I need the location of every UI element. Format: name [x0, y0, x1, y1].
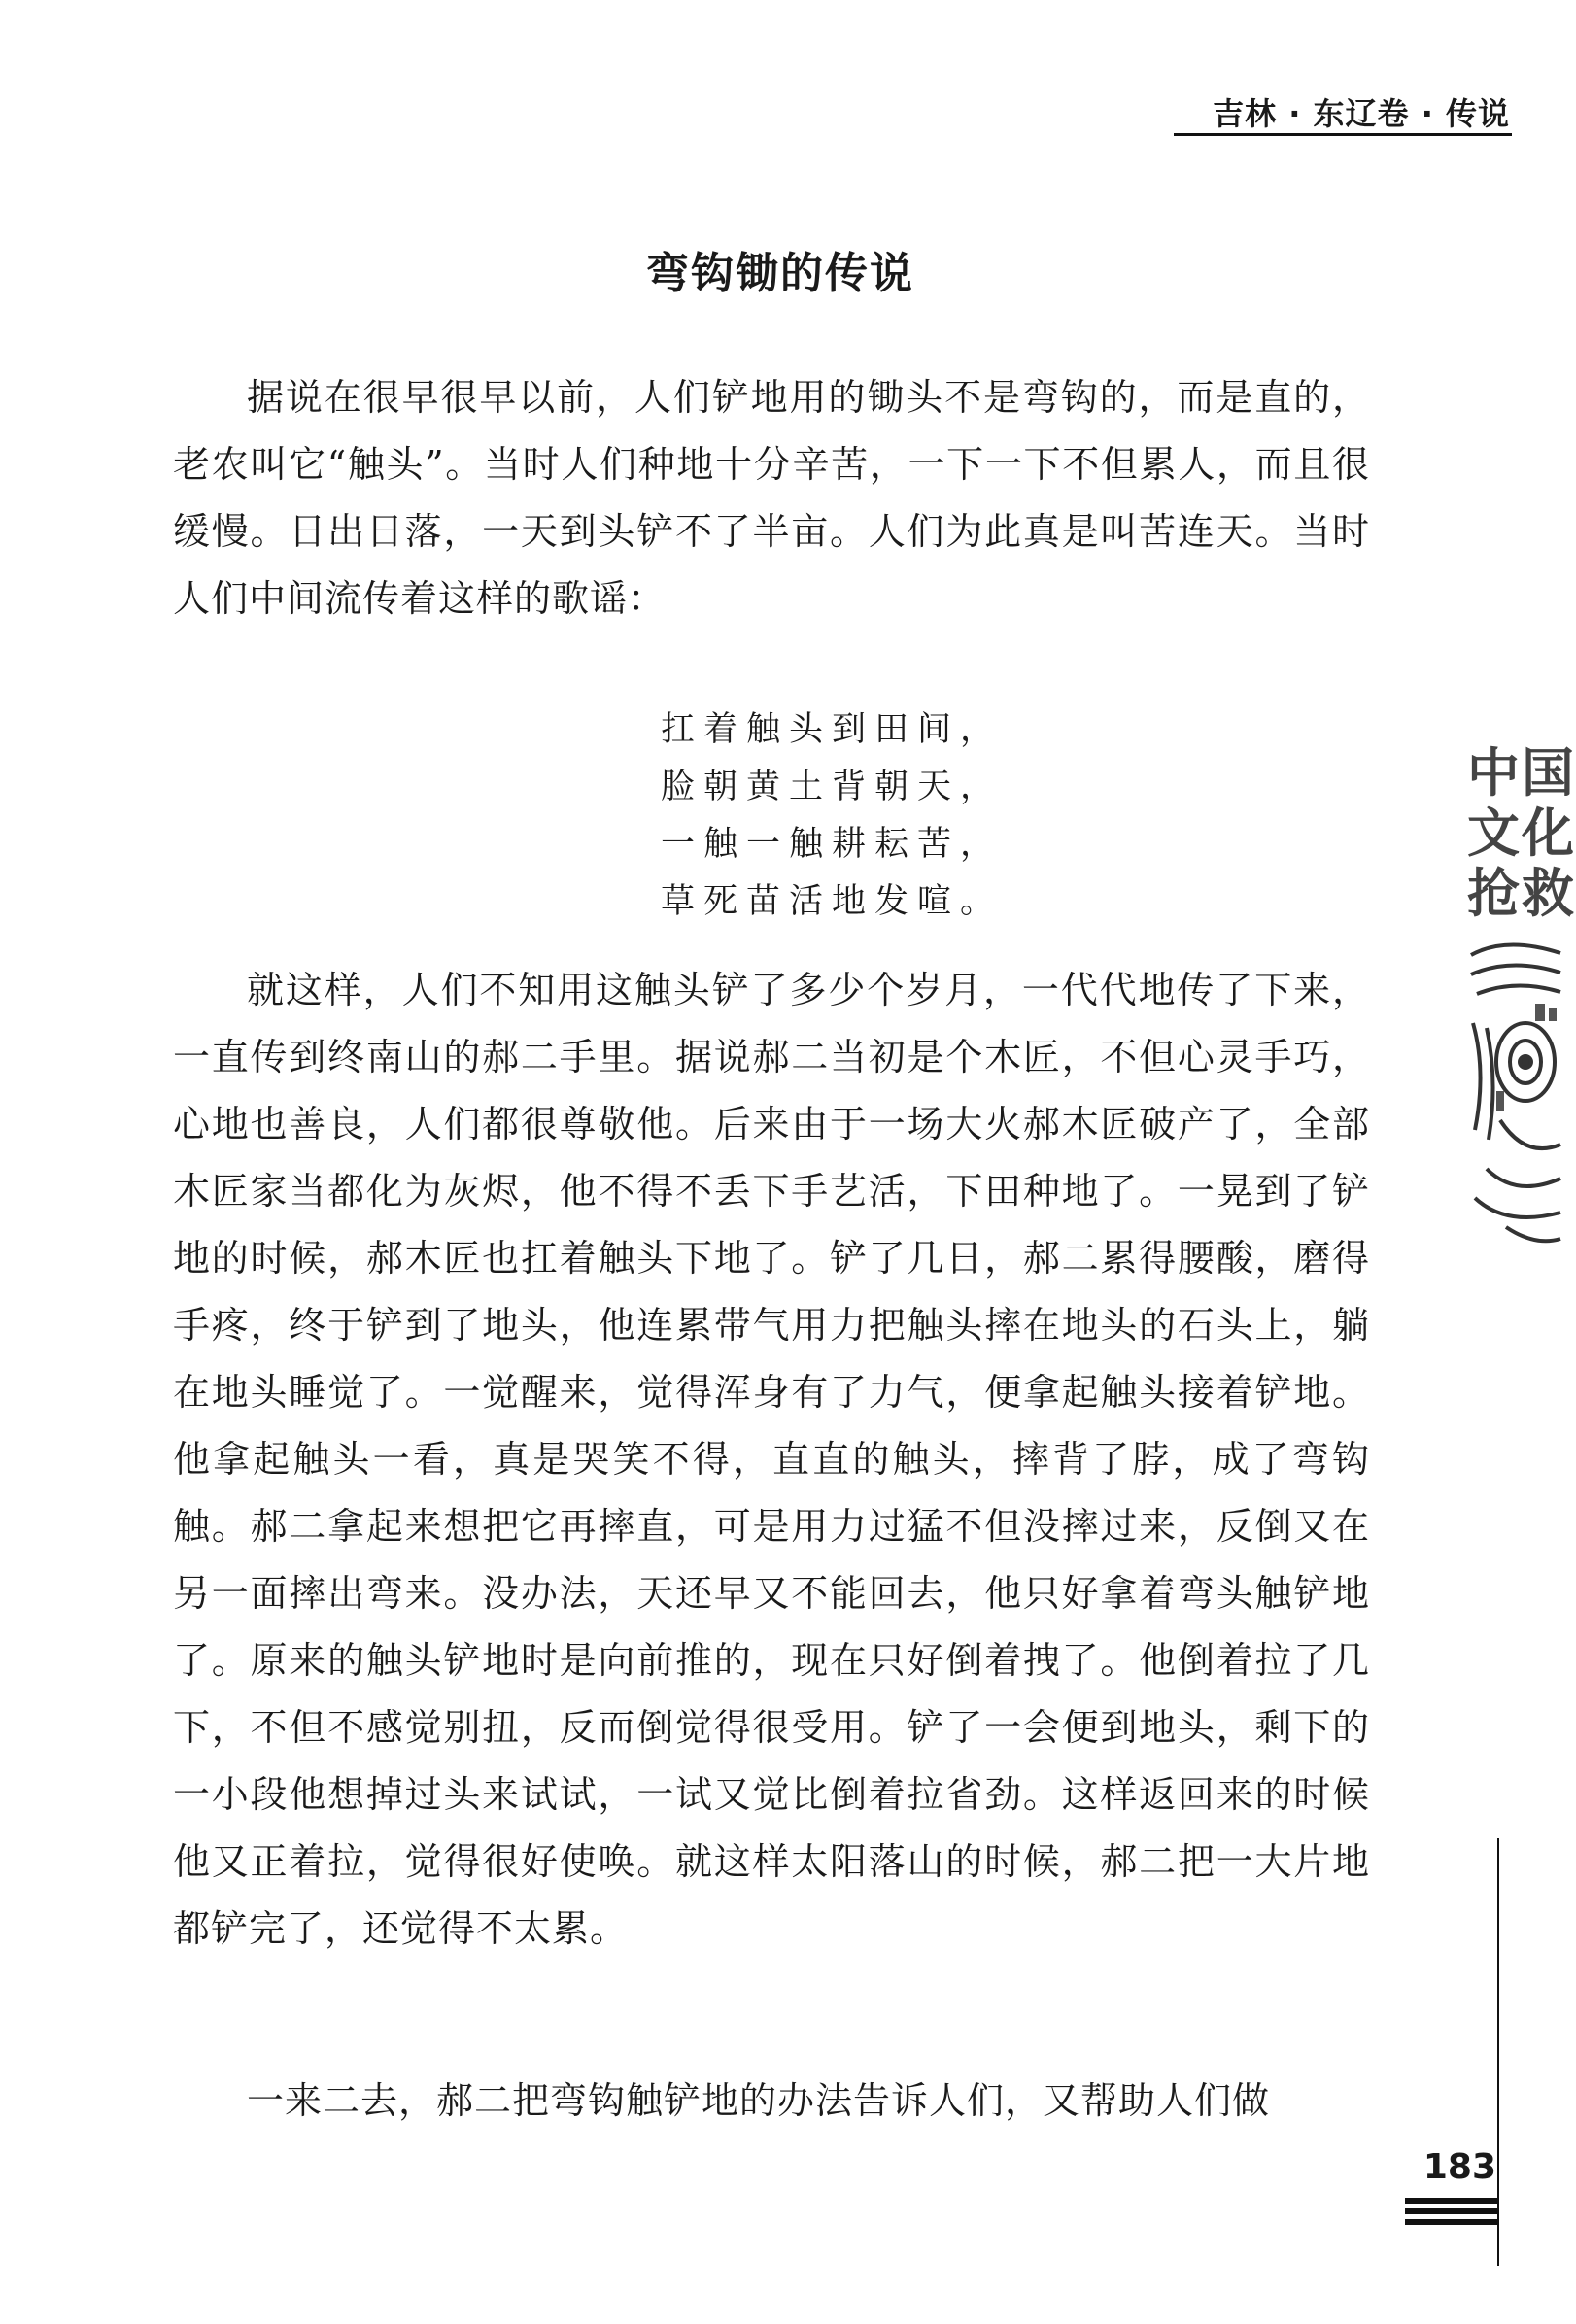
folk-song-line: 扛着触头到田间， [661, 710, 1004, 749]
side-emblem-line: 文化 [1467, 803, 1576, 864]
folk-song [661, 701, 1003, 931]
mask-icon [1467, 936, 1560, 1260]
folk-song-line: 脸朝黄土背朝天， [661, 768, 1004, 806]
paragraph-2-text: 就这样，人们不知用这触头铲了多少个岁月，一代代地传了下来，一直传到终南山的郝二手里。据说郝二当初是个木匠，不但心灵手巧，心地也善良，人们都很尊敬他。后来由于一场大火郝木匠破产了，全部木匠家当都化为灰烬，他不得不丢下手艺活，下田种地了。一晃到了铲地的时候，郝木匠也扛着触头下地了。铲了几日，郝二累得腰酸，磨得手疼，终于铲到了地头，他连累带气用力把触头摔在地头的石头上，躺在地头睡觉了。一觉醒来，觉得浑身有了力气，便拿起触头接着铲地。他拿起触头一看，真是哭笑不得，直直的触头，摔背了脖，成了弯钩触。郝二拿起来想把它再摔直，可是用力过猛不但没摔过来，反倒又在另一面摔出弯来。没办法，天还早又不能回去，他只好拿着弯头触铲地了。原来的触头铲地时是向前推的，现在只好倒着拽了。他倒着拉了几下，不但不感觉别扭，反而倒觉得很受用。铲了一会便到地头，剩下的一小段他想掉过头来试试，一试又觉比倒着拉省劲。这样返回来的时候他又正着拉，觉得很好使唤。就这样太阳落山的时候，郝二把一大片地都铲完了，还觉得不太累。 [173, 969, 1370, 1950]
story-title: 弯钩锄的传说 [646, 249, 914, 298]
side-emblem-line: 中国 [1467, 742, 1576, 803]
header-rule [1174, 133, 1512, 136]
paragraph-1 [173, 364, 1370, 632]
running-header: 吉林 · 东辽卷 · 传说 [1213, 95, 1510, 132]
side-emblem [1467, 742, 1576, 1316]
paragraph-1-text: 据说在很早很早以前，人们铲地用的锄头不是弯钩的，而是直的，老农叫它“触头”。当时人们种地十分辛苦，一下一下不但累人，而且很缓慢。日出日落，一天到头铲不了半亩。人们为此真是叫苦连天。当时人们中间流传着这样的歌谣： [173, 376, 1370, 620]
side-emblem-line: 抢救 [1467, 863, 1576, 924]
folk-song-line: 草死苗活地发喧。 [661, 882, 1004, 921]
page-number-bars [1405, 2198, 1498, 2230]
page-number: 183 [1422, 2147, 1496, 2187]
paragraph-3 [173, 2068, 1370, 2135]
paragraph-3-text: 一来二去，郝二把弯钩触铲地的办法告诉人们，又帮助人们做 [247, 2079, 1271, 2122]
folk-song-line: 一触一触耕耘苦， [661, 825, 1004, 864]
paragraph-2 [173, 957, 1370, 1963]
